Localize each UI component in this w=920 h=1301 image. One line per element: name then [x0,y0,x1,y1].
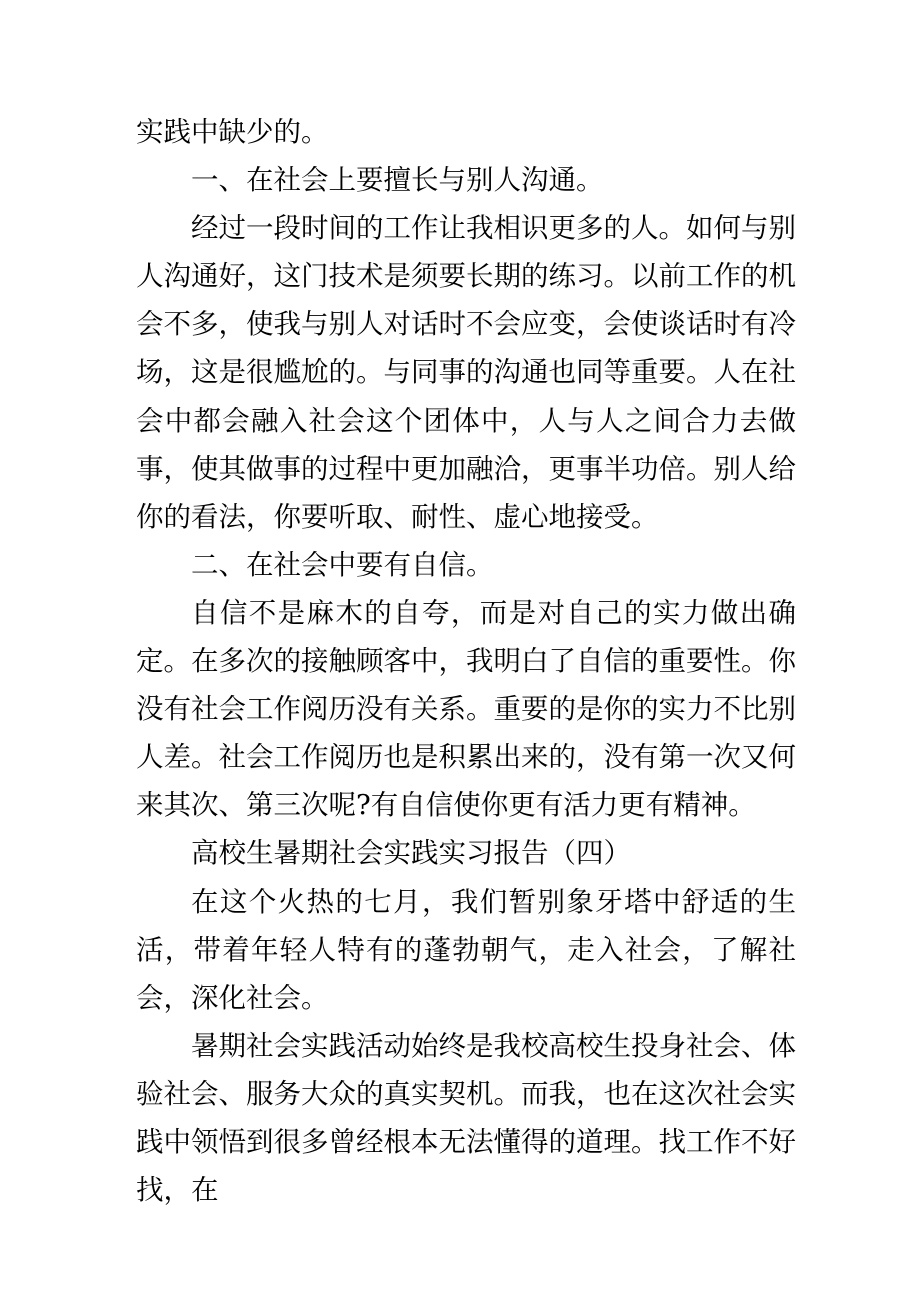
paragraph-summer-practice: 暑期社会实践活动始终是我校高校生投身社会、体验社会、服务大众的真实契机。而我，也在这次社会实践中领悟到很多曾经根本无法懂得的道理。找工作不好找，在 [136,1029,796,1207]
section-heading-communication: 一、在社会上要擅长与别人沟通。 [191,164,604,197]
paragraph-confidence: 自信不是麻木的自夸，而是对自己的实力做出确定。在多次的接触顾客中，我明白了自信的重要性。你没有社会工作阅历没有关系。重要的是你的实力不比别人差。社会工作阅历也是积累出来的，没有第一次又何来其次、第三次呢?有自信使你更有活力更有精神。 [136,596,796,822]
paragraph-communication: 经过一段时间的工作让我相识更多的人。如何与别人沟通好，这门技术是须要长期的练习。以前工作的机会不多，使我与别人对话时不会应变，会使谈话时有冷场，这是很尴尬的。与同事的沟通也同等重要。人在社会中都会融入社会这个团体中，人与人之间合力去做事，使其做事的过程中更加融洽，更事半功倍。别人给你的看法，你要听取、耐性、虚心地接受。 [136,212,796,533]
document-body [136,108,796,1214]
section-heading-confidence: 二、在社会中要有自信。 [191,548,494,581]
paragraph-continuation: 实践中缺少的。 [136,116,329,148]
paragraph-july: 在这个火热的七月，我们暂别象牙塔中舒适的生活，带着年轻人特有的蓬勃朝气，走入社会，了解社会，深化社会。 [136,885,796,1014]
report-title: 高校生暑期社会实践实习报告（四） [191,837,631,870]
